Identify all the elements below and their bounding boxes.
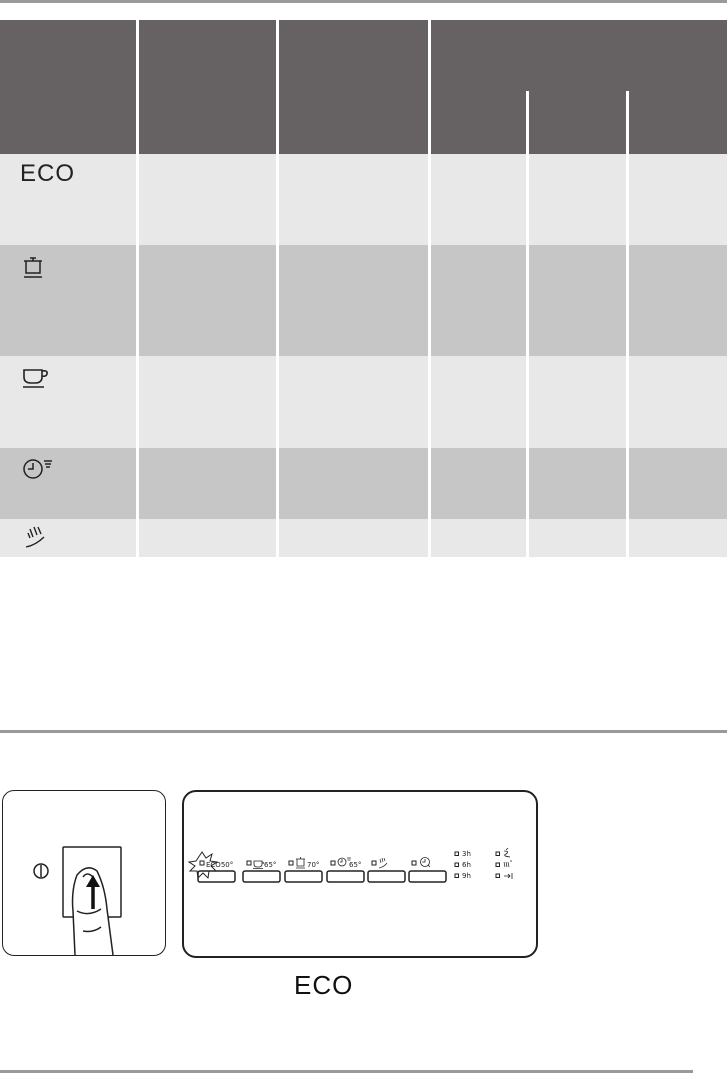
top-rule (0, 0, 727, 3)
intensive-program-button (285, 871, 322, 882)
eco-program-button (198, 871, 235, 882)
cup-icon (253, 861, 263, 869)
pot-icon (20, 251, 50, 281)
table-row-rinse (0, 519, 727, 557)
column-divider (136, 154, 139, 245)
eco-caption: ECO (294, 970, 354, 1000)
column-divider (526, 356, 529, 448)
column-divider (526, 154, 529, 245)
delay-9h-label: 9h (462, 872, 471, 880)
eco-button-label: ECO50° (206, 861, 234, 869)
column-divider (626, 448, 629, 519)
cup-icon (20, 362, 54, 392)
pot-icon (296, 857, 305, 868)
rinse-icon (20, 523, 50, 551)
column-divider (626, 154, 629, 245)
delay-3h-label: 3h (462, 850, 471, 858)
column-divider (276, 154, 279, 245)
quick-program-button (327, 871, 364, 882)
delay-button (409, 871, 446, 882)
control-panel-drawing (184, 792, 536, 956)
column-divider (276, 519, 279, 557)
column-divider (428, 519, 431, 557)
column-divider (626, 519, 629, 557)
column-divider (136, 245, 139, 356)
column-divider (428, 245, 431, 356)
end-arrow-icon (504, 873, 512, 879)
column-divider (626, 245, 629, 356)
column-divider (428, 154, 431, 245)
column-divider (136, 519, 139, 557)
table-row-eco (0, 154, 727, 245)
column-divider (276, 356, 279, 448)
intensive-temp-label: 70° (307, 861, 320, 869)
column-divider (626, 356, 629, 448)
salt-icon (504, 848, 510, 857)
column-divider (526, 448, 529, 519)
table-row-intensive (0, 245, 727, 356)
delay-6h-label: 6h (462, 861, 471, 869)
normal-temp-label: 65° (264, 861, 277, 869)
table-header (0, 20, 727, 154)
power-button-illustration (2, 790, 166, 956)
header-divider (428, 20, 431, 154)
column-divider (276, 245, 279, 356)
header-divider (136, 20, 139, 154)
column-divider (136, 448, 139, 519)
section-rule (0, 730, 727, 733)
rinse-aid-icon (504, 861, 512, 867)
rinse-icon (379, 858, 387, 868)
header-divider (276, 20, 279, 154)
column-divider (526, 245, 529, 356)
header-subdivider (526, 91, 529, 154)
column-divider (428, 356, 431, 448)
column-divider (428, 448, 431, 519)
control-panel-illustration (182, 790, 538, 958)
rinse-program-button (368, 871, 405, 882)
table-row-quick (0, 448, 727, 519)
bottom-rule (0, 1070, 693, 1073)
column-divider (276, 448, 279, 519)
column-divider (526, 519, 529, 557)
column-divider (136, 356, 139, 448)
eco-program-label: ECO (20, 160, 76, 187)
header-subdivider (626, 91, 629, 154)
normal-program-button (243, 871, 280, 882)
table-row-normal (0, 356, 727, 448)
quick-clock-icon (20, 454, 56, 484)
quick-temp-label: 65° (349, 861, 362, 869)
